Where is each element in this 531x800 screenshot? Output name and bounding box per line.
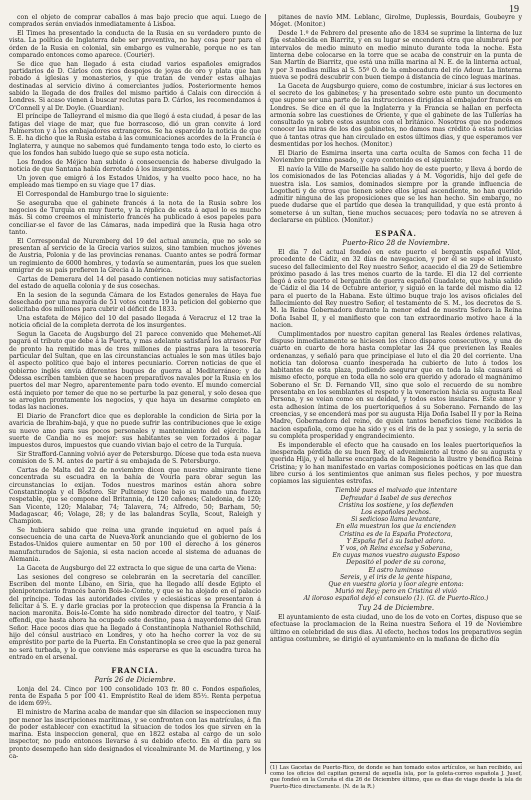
section-title-spain: ESPAÑA. xyxy=(375,229,417,239)
paragraph: El Times ha presentado la conducta de la Rusia en su verdadero punto de vista. La política de Inglaterra debe ser preventiva, no hay cosa peor para el órden de la Rusia en colonial, sin embargo es vulnerable, porque no es tan comparado entonces como aparece. (Courier). xyxy=(9,30,261,59)
section-subtitle-spain: Puerto-Rico 28 de Noviembre. xyxy=(342,238,450,247)
poem-line: El astro luminoso xyxy=(368,566,424,574)
poem-intro: Tiemblé pues el malvado que intentare xyxy=(334,487,458,495)
paragraph: Lonja del 24. Cinco por 100 consolidado 103 fr. 80 c. Fondos españoles, renta de España 5 por 100 41. Empréstito Real de idem 85½. Renta perpetua de idem 69½. xyxy=(9,685,261,708)
poem-line: Al iloroso español dejó el consuelo (1). (G. de Puerto-Rico.) xyxy=(303,595,489,603)
poem-lines xyxy=(270,495,522,603)
paragraph: Segun la Gaceta de Augsburgo del 21 parece convenido que Mehemet-Alí pagará el tributo que debe á la Puerta, y mas adelante satisfará los atrasos. Por de pronto ha remitido mas de tres millones de piastras para la tesorería particular del Sultan, que en las circunstancias actuales le son mas útiles bajo el aspecto político que bajo el interes pecuniario. Corren noticias de que el gobierno inglés envía diferentes buques de guerra al Mediterráneo; y de Odessa escriben tambien que se hacen preparativos navales por la Rusia en los puertos del mar Negro, aparentemente para todo evento. El mundo comercial está inquieto por temer de que no se perturbe la paz general, y solo desea que se arreglen prontamente los negocios, y que haya un desarme completo en todas las naciones. xyxy=(9,331,261,412)
paragraph: El Correspondal de Hamburgo trae lo siguiente: xyxy=(17,190,169,198)
paragraph: pitanes de navío MM. Leblanc, Girolme, Duplessis, Bourdais, Goubeyre y Moget. (Monitor.) xyxy=(270,14,522,29)
paragraph: Desde 1.º de Febrero del presente año de 1834 se suprime la linterna de luz fija establecida en Biarritz, y en su lugar se encenderá otra que alumbrará por intervalos de medio minuto en medio minuto durante toda la noche. Esta linterna debe colocarse en la torre que se acaba de construir en la punta de San Martín de Biarritz, que está una milla marina al N. E. de la linterna actual, y por 3 medias millas al S. 55º O. de la embocadura del río Adour. La linterna nueva se podrá descubrir con buen tiempo á distancia de cinco leguas marinas. xyxy=(270,30,522,81)
paragraph: El ministro de Marina acaba de mandar que sin dilacion se inspeccionen muy por menor las inscripciones marítimas, y se confronten con las matrículas, á fin de poder establecer con exactitud la situacion de todos los que sirven en la marina. Esta inspeccion general, que en 1822 estaba al cargo de un solo inspector, no pudo entonces llevarse á su debido efecto. En el dia para su pronto desempeño han sido designados el vicealmirante M. de Martineng, y los ca- xyxy=(9,709,261,760)
paragraph: Se dice que han llegado á esta ciudad varios españoles emigrados partidarios de D. Cárlos con ricos despojos de joyas de oro y plata que han robado á iglesias y monasterios, y que tratan de vender estas alhajas destinadas al servicio divino á comerciantes judíos. Posteriormente hemos sabido la llegada de dos frailes del mismo partido á Calais con dirección á Londres. Si acaso vienen á buscar reclutas para D. Cárlos, les recomendamos á O'Connell y al Dr. Doyle. (Guardian). xyxy=(9,60,261,112)
paragraph: Cartas de Malta del 22 de noviembre dicen que nuestro almirante tiene concentrada su escuadra en la bahía de Vourla para obrar segun las circunstancias lo exijan. Todos nuestros marinos están ahora sobre Constantinopla y el Bósforo. Sir Pulteney tiene bajo su mando una fuerza respetable, que se compone del Britannia, de 120 cañones; Caledonia, de 120; San Vicente, 120; Malabar, 74; Talavera, 74; Alfredo, 50; Barham, 50; Madagascar, 46; Volage, 28; y de las balandras Scylla, Scout, Raleigh y Champion. xyxy=(9,467,261,526)
paragraph: Es imponderable el efecto que ha causado en los leales puertoriqueños la inesperada pérdida de su buen Rey, el advenimiento al trono de su augusta y querida Hija, y el hallarse encargada de la Regencia la ilustre y benéfica Reina Cristina; y lo han manifestado en varias composiciones poéticas en las que dan libre curso á los sentimientos que animan sus fieles pechos, y por muestra copiamos las siguientes estrofas. xyxy=(270,441,522,486)
poem-line: Murió mi Rey; pero en Cristina él vivió xyxy=(335,588,457,596)
france-paragraphs xyxy=(9,686,261,760)
paragraph: Cumplimentados por nuestro capitan general las Reales órdenes relativas, dispuso inmediatamente se hiciesen los cinco disparos consecutivos, y una de cuarto en cuarto de hora hasta completar las 24 que previenen las Reales ordenanzas, y señaló para que principiase el luto el dia 20 del corriente. Una noticia tan dolorosa cuanto inesperada ha cubierto de luto á todos los habitantes de esta plaza, pudiendo asegurar que en toda la isla causará el mismo efecto, porque en toda ella no solo era querido y adorado el magnánimo Soberano el Sr. D. Fernando VII, sino que solo el recuerdo de su nombre presentaba en los semblantes el respeto y la veneracion hácia su augusta Real Persona, y se veian como en su deidad, y todos estos insulares. Este amor y esta adhesion íntima de los puertoriqueños á su Soberano. Fernando de las creencias, y se encenderá mas por su augusta Hija Doña Isabel II y por la Reina Madre, Gobernadora del reino, de quien tantos beneficios tiene recibidos la nacion española, como que ha sido y es el íris de la paz y sosiego, y la seria de su completa prosperidad y engrandecimiento. xyxy=(270,330,522,440)
paragraph: El Diario de Esmirna inserta una carta oculta de Samos con fecha 11 de Noviembre próximo pasado, y cayo contenido es el siguiente: xyxy=(270,149,522,165)
paragraph: El navío la Ville de Marseille ha salido hoy de este puerto, y lleva á bordo de los comisionados de las Potencias aliadas y á M. Vogoridis, hijo del gefe de nuestra isla. Los samios, dominados siempre por la grande influencia de Logotheti y de otros que tienen sobre ellos igual ascendiente, no han querido admitir ninguna de las proposiciones que se les han hecho. Sin embargo, no puede dudarse que el partido que desea la tranquilidad, y que está pronto á someterse á un sultan, tiene muchos secuaces; pero todavía no se atreven á declararse en público. (Monitor.) xyxy=(270,165,522,225)
column-divider xyxy=(265,14,266,774)
paragraph: Sir Strafford-Canning volvió ayer de Petersburgo. Dícese que toda esta nueva comision de S. M. antes de partir á su embajada de S. Petersburgo. xyxy=(9,450,261,466)
poem-line: Los españoles pechos. xyxy=(361,509,431,517)
paragraph: En la sesion de la segunda Cámara de los Estados generales de Haya fue desechado por una mayoría de 51 votos contra 19 la peticion del gobierno que solicitaba dos millones para cubrir el déficit de 1833. xyxy=(9,291,261,314)
page-number: 19 xyxy=(509,4,519,15)
poem xyxy=(270,487,522,602)
left-paragraphs xyxy=(9,14,261,661)
tuy-paragraph: El ayuntamiento de esta ciudad, uno de los de voto en Cortes, dispuso que se efectuase la proclamacion de la Reina nuestra Señora el 19 de Noviembre último en celebridad de sus dias. Al efecto, hechos todos los preparativos según antigua costumbre, se dirigió el ayuntamiento en la mañana de dicho día xyxy=(270,613,522,643)
footnote: (1) Las Gacetas de Puerto-Rico, de donde se han tomado estos artículos, se han recibido, así como los oficios del capitan general de aquella isla, por la goleta-correo española J. Jusef, que fondeó en la Coruña el dia 26 de Diciembre último, que es dias de viage desde la isla de Puerto-Rico directamente. (N. de la R.) xyxy=(270,762,522,790)
paragraph: La Gaceta de Augsburgo quiere, como de costumbre, iniciar á sus lectores en el secreto de los gabinetes; y ha presentado sobre este punto un documento que supone ser una parte de las instrucciones dirigidas al embajador francés en Londres. Se dice en él que la Inglaterra y la Francia se hallan en perfecta armonía sobre las cuestiones de Oriente, y que el gabinete de las Tullerías ha consultado ya sobre estos asuntos con el británico. Nosotros que no podemos conocer las miras de los dos gabinetes, no damos mas crédito á estas noticias que á tantas otras que han circulado en estos últimos dias, y que esperamos ver desmentidas por los hechos. (Monitor.) xyxy=(270,82,522,149)
paragraph: Se aseguraba que el gabinete francés á la nota de la Rusia sobre los negocios de Turquía en muy fuerte, y la réplica de esta á aquel lo es mucho más. Si como creemos el ministerio francés ha publicado á esos papeles para conciliar-se el favor de las Cámaras, nada impedirá que la Rusia haga otro tanto. xyxy=(9,199,261,236)
poem-line: Y vos, oh Reina excelsa y Soberana, xyxy=(339,545,453,553)
paragraph: El príncipe de Talleyrand el mismo dia que llegó á esta ciudad, á pesar de las fatigas del viage de mar, que fue borrascoso, dió un gran convite á lord Palmerston y á los embajadores extrangeros. Se ha esparcido la noticia de que S. E. ha dicho que la Rusia estaba á las comunicaciones acordes de la Francia é Inglaterra, y aunque no sabemos qué fundamento tenga todo esto, lo cierto es que los fondos han subido luego que se supo esta noticia. xyxy=(9,113,261,157)
spain-paragraphs xyxy=(270,249,522,486)
poem-line: Cristina los sostiene, y los defienden xyxy=(338,501,454,509)
poem-line: Sereis, y el iris de la gente hispana, xyxy=(339,573,453,581)
paragraph: con el objeto de comprar caballos á mas bajo precio que aquí. Luego de comprados serán enviados inmediatamente á Lisboa. xyxy=(9,14,261,29)
paragraph: La Gaceta de Augsburgo del 22 extracta lo que sigue de una carta de Viena: xyxy=(17,564,257,572)
section-title-france: FRANCIA. xyxy=(111,666,159,676)
poem-line: Si sedicioso llama levantare, xyxy=(351,516,441,524)
paragraph: Las sesiones del congreso se celebrarán en la secretaría del canciller. Escriben del monte Líbano, en Siria, que ha llegado allí desde Egipto el plenipotenciario francés barón Bois-le-Comte, y que se ha alojado en el palacio del príncipe. Todas las autoridades civiles y eclesiásticas se presentaron á felicitar á S. E. y darle gracias por la proteccion que dispensa la Francia á la nacion maronita. Bois-le-Comte ha sido nombrado director del teatro, y Naif-effendi, que hasta ahora ha ocupado este destino, pasa á mayordomo del Gran Señor. Hace pocos dias que ha llegado á Constantinopla Nathaniel Rothschild, hijo del cónsul austriaco en Londres, y oto ha hecho correr la voz de su empréstito por parte de la Puerta. En Constantinopla se cree que la paz general no será turbada, y lo que conviene más esperarse es que la escuadra turca ha entrado en el arsenal. xyxy=(9,573,261,661)
paragraph: Cartas de Demerara del 14 del pasado contienen noticias muy satisfactorias del estado de aquella colonia y de sus cosechas. xyxy=(9,275,261,290)
poem-line: En cuyas manos vuestro augusto Esposo xyxy=(332,552,460,560)
paragraph: Se hubiera sabido que reina una grande inquietud en aquel país á consecuencia de una carta de Nueva-York anunciando que el gobierno de los Estados-Unidos quiere aumentar en 50 por 100 el derecho á los géneros manufacturados de Sajonia, si esta nacion accede al sistema de aduanas de Alemania. xyxy=(9,526,261,564)
left-column xyxy=(9,14,261,774)
poem-line: Y España fiel á su Isabel adora. xyxy=(346,537,446,545)
paragraph: Una estafeta de Méjico del 10 del pasado llegada á Veracruz el 12 trae la noticia oficial de la completa derrota de los insurgentes. xyxy=(9,315,261,330)
poem-line: Cristina es de la España Protectora, xyxy=(339,530,453,538)
paragraph: El Diario de Francfort dice que es deplorable la condicion de Siria por la avaricia de Ibrahim-bajá, y que no puede sufrir las contribuciones que le exige su nuevo amo para sus pocos personales y mantenimiento del ejército. La suerte de Candia no es mejor: sus habitantes se ven forzados á pagar impuestos duros, impuestos que cuando vivian bajo el cetro de la Turquía. xyxy=(9,412,261,450)
date-line-tuy: Tuy 24 de Diciembre. xyxy=(357,603,435,612)
section-subtitle-france: París 26 de Diciembre. xyxy=(94,675,176,684)
poem-line: Defraudar á Isabel de sus derechos xyxy=(340,494,452,502)
right-paragraphs xyxy=(270,14,522,224)
poem-line: En ella muestran los que la encienden xyxy=(336,523,456,531)
poem-line: Depositó el poder de su corona, xyxy=(346,559,446,567)
paragraph: Los fondos de Méjico han subido á consecuencia de haberse divulgado la noticia de que Santana había derrotado á los insurgentes. xyxy=(9,158,261,173)
paragraph: Un joven que emigró á los Estados Unidos, y ha vuelto poco hace, no ha empleado mas tiempo en su viage que 17 dias. xyxy=(9,174,261,190)
poem-line: Que en vuestra gloria y loor alegre entona: xyxy=(328,581,464,589)
paragraph: El Correspondal de Nuremberg del 19 del actual anuncia, que no solo se presentan al servicio de la Grecia varios suizos, sino tambien muchos jóvenes de Austria, Polonia y de las provincias renanas. Cuanto antes se podrá formar un regimiento de 6000 hombres, y todavía se aumentarán, pues los que suelen emigrar de su país prefieren la Grecia á la América. xyxy=(9,237,261,274)
right-column xyxy=(270,14,522,774)
paragraph: El dia 7 del actual fondeó en este puerto el bergantín español Vilot, procedente de Cádiz, en 32 dias de navegacion, y por él se supo el infausto suceso del fallecimiento del Rey nuestro Señor, acaecido el dia 29 de Setiembre próximo pasado á las tres menos cuarto de la tarde. El dia 12 del corriente llegó á este puerto el bergantín de guerra español Guadalete, que había salido de Cádiz el dia 14 de Octubre anterior, y siguió en la tarde del mismo dia 12 para el puerto de la Habana. Este último buque trajo los avisos oficiales del fallecimiento del Rey nuestro Señor, el testamento de S. M., los decretos de S. M. la Reina Gobernadora durante la menor edad de nuestra Señora la Reina Doña Isabel II, y el manifiesto que con tan extraordinario motivo hace á la nacion. xyxy=(270,248,522,329)
